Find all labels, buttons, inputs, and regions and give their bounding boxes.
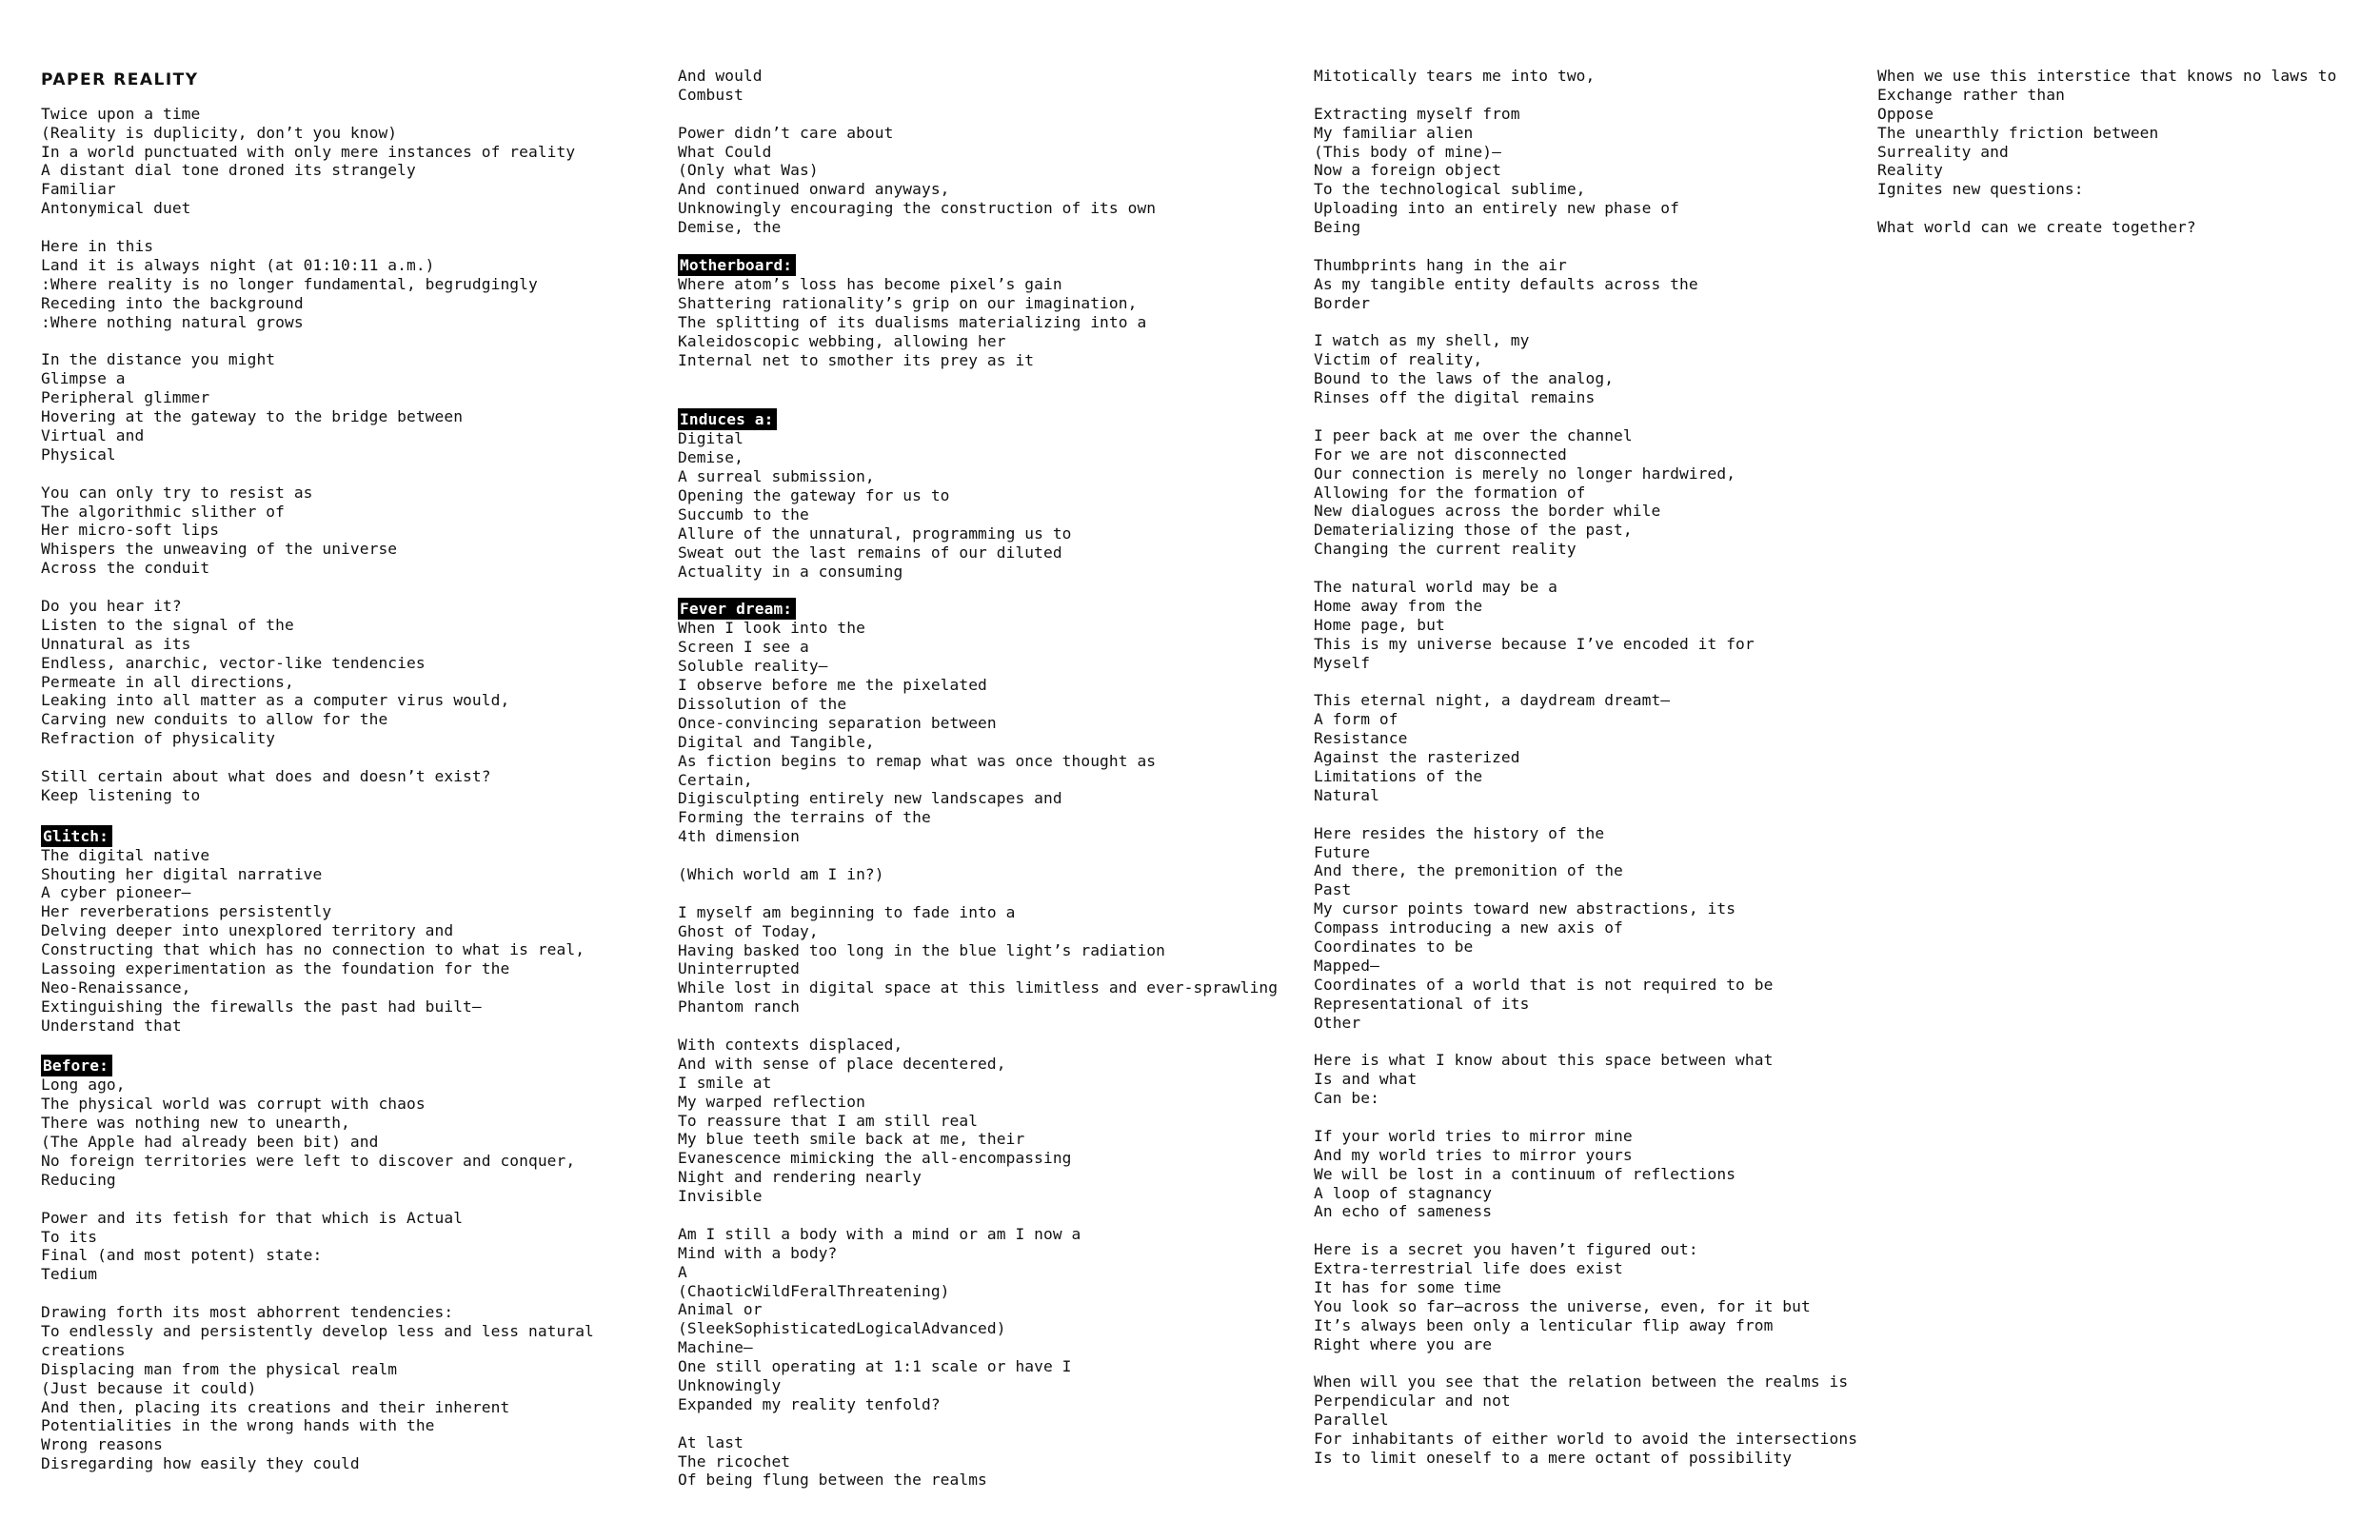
poem-line: Surreality and [1877, 142, 2009, 161]
poem-line: And would [678, 67, 763, 85]
poem-line: The algorithmic slither of [41, 502, 285, 521]
text-column-1 [41, 67, 594, 1473]
poem-line: I myself am beginning to fade into a [678, 902, 1016, 921]
poem-line: The splitting of its dualisms materializing into a [678, 312, 1147, 331]
poem-line: Parallel [1314, 1411, 1389, 1430]
poem-line: Rinses off the digital remains [1314, 388, 1596, 407]
poem-line: To its [41, 1227, 98, 1246]
poem-line: When we use this interstice that knows no laws to [1877, 67, 2337, 85]
stanza-break [41, 1036, 594, 1055]
poem-line: You look so far—across the universe, even, for it but [1314, 1296, 1811, 1315]
stanza-break [41, 748, 594, 767]
text-column-4 [1877, 67, 2336, 237]
poem-line: Receding into the background [41, 293, 304, 312]
poem-line: Having basked too long in the blue light’s radiation [678, 940, 1165, 959]
poem-line: To reassure that I am still real [678, 1111, 979, 1130]
poem-line: Antonymical duet [41, 199, 191, 218]
poem-line: Reducing [41, 1170, 116, 1189]
poem-line: When will you see that the relation between the realms is [1314, 1372, 1849, 1392]
poem-line: (Just because it could) [41, 1378, 257, 1397]
stanza-break [678, 846, 1278, 865]
stanza-break [1314, 1354, 1857, 1373]
poem-line: The digital native [41, 845, 210, 864]
poem-line: Myself [1314, 653, 1371, 672]
poem-line: Still certain about what does and doesn’t exist? [41, 766, 491, 785]
poem-line: Across the conduit [41, 559, 210, 578]
poem-line: Uploading into an entirely new phase of [1314, 199, 1679, 218]
poem-line: Glimpse a [41, 369, 126, 388]
poem-line: An echo of sameness [1314, 1202, 1493, 1221]
poem-line: And my world tries to mirror yours [1314, 1145, 1633, 1164]
poem-line: Shattering rationality’s grip on our imagination, [678, 293, 1138, 312]
poem-line: And there, the premonition of the [1314, 861, 1623, 880]
poem-line: Can be: [1314, 1089, 1379, 1108]
poem-line: A cyber pioneer— [41, 883, 191, 902]
stanza-break [41, 218, 594, 237]
poem-line: Allure of the unnatural, programming us to [678, 523, 1072, 543]
poem-line: Lassoing experimentation as the foundation for the [41, 958, 510, 977]
poem-line: A distant dial tone droned its strangely [41, 161, 416, 180]
poem-line: With contexts displaced, [678, 1035, 903, 1054]
poem-line: Her reverberations persistently [41, 902, 332, 921]
poem-line: creations [41, 1340, 126, 1359]
poem-line: Home away from the [1314, 596, 1483, 615]
poem-line: Night and rendering nearly [678, 1168, 922, 1187]
poem-line: (Reality is duplicity, don’t you know) [41, 123, 398, 142]
poem-line: (Only what Was) [678, 161, 819, 180]
poem-line: Familiar [41, 180, 116, 199]
poem-line: Exchange rather than [1877, 85, 2065, 104]
stanza-break [1314, 1108, 1857, 1127]
poem-line: Mind with a body? [678, 1243, 838, 1262]
section-heading: Induces a: [678, 408, 777, 430]
stanza-break [678, 369, 1278, 407]
poem-line: In a world punctuated with only mere instances of reality [41, 142, 576, 161]
poem-line: Extra-terrestrial life does exist [1314, 1259, 1623, 1278]
stanza-break [1314, 86, 1857, 105]
poem-line: Thumbprints hang in the air [1314, 255, 1567, 274]
poem-line: Extinguishing the firewalls the past had built— [41, 997, 482, 1016]
poem-line: Neo-Renaissance, [41, 977, 191, 997]
poem-line: Digital [678, 429, 744, 448]
section-heading-row [678, 597, 1278, 619]
stanza-break [1314, 407, 1857, 426]
poem-line: Unnatural as its [41, 634, 191, 653]
poem-line: :Where nothing natural grows [41, 312, 304, 331]
poem-line: (SleekSophisticatedLogicalAdvanced) [678, 1319, 1006, 1338]
poem-line: Home page, but [1314, 615, 1445, 634]
stanza-break [41, 464, 594, 484]
poem-line: Succumb to the [678, 504, 809, 523]
poem-line: Land it is always night (at 01:10:11 a.m.) [41, 255, 435, 274]
poem-line: Dematerializing those of the past, [1314, 521, 1633, 540]
poem-line: Peripheral glimmer [41, 388, 210, 407]
poem-line: What world can we create together? [1877, 218, 2196, 237]
section-heading: Motherboard: [678, 254, 796, 276]
poem-line: Am I still a body with a mind or am I now a [678, 1224, 1081, 1243]
poem-line: Here is what I know about this space between what [1314, 1051, 1774, 1070]
stanza-break [678, 1017, 1278, 1036]
stanza-break [678, 237, 1278, 253]
poem-line: Understand that [41, 1016, 182, 1035]
stanza-break [1314, 673, 1857, 692]
poem-line: Leaking into all matter as a computer virus would, [41, 691, 510, 710]
poem-line: Other [1314, 1013, 1361, 1032]
title-spacer [41, 67, 594, 105]
poem-line: Being [1314, 218, 1361, 237]
poem-line: Digital and Tangible, [678, 732, 875, 751]
poem-line: Of being flung between the realms [678, 1471, 987, 1490]
poem-line: Is and what [1314, 1070, 1418, 1089]
poem-line: Forming the terrains of the [678, 808, 931, 827]
poem-line: And continued onward anyways, [678, 180, 950, 199]
poem-line: The physical world was corrupt with chaos [41, 1095, 426, 1114]
poem-line: Potentialities in the wrong hands with the [41, 1416, 435, 1435]
stanza-break [678, 884, 1278, 903]
poem-line: 4th dimension [678, 827, 800, 846]
section-heading: Before: [41, 1055, 112, 1076]
poem-line: Demise, the [678, 218, 782, 237]
poem-line: My familiar alien [1314, 123, 1474, 142]
poem-line: And with sense of place decentered, [678, 1054, 1006, 1073]
poem-line: Perpendicular and not [1314, 1392, 1511, 1411]
poem-line: Kaleidoscopic webbing, allowing her [678, 331, 1006, 350]
stanza-break [1314, 313, 1857, 332]
poem-line: Unknowingly encouraging the construction of its own [678, 199, 1157, 218]
poem-line: A loop of stagnancy [1314, 1183, 1493, 1202]
stanza-break [41, 1284, 594, 1303]
poem-line: Unknowingly [678, 1376, 782, 1395]
poem-line: The natural world may be a [1314, 578, 1557, 597]
poem-line: (The Apple had already been bit) and [41, 1133, 379, 1152]
stanza-break [41, 578, 594, 597]
poem-line: This eternal night, a daydream dreamt— [1314, 691, 1671, 710]
poem-line: Wrong reasons [41, 1435, 163, 1454]
poem-line: While lost in digital space at this limitless and ever-sprawling [678, 978, 1279, 997]
poem-line: As my tangible entity defaults across the [1314, 274, 1698, 293]
stanza-break [678, 1206, 1278, 1225]
poem-line: Disregarding how easily they could [41, 1454, 360, 1473]
poem-line: A form of [1314, 710, 1398, 729]
section-heading: Fever dream: [678, 598, 796, 620]
poem-line: The unearthly friction between [1877, 123, 2159, 142]
poem-line: Expanded my reality tenfold? [678, 1394, 941, 1413]
poem-line: Past [1314, 880, 1352, 899]
stanza-break [1877, 199, 2336, 218]
poem-line: My warped reflection [678, 1092, 865, 1111]
poem-line: Once-convincing separation between [678, 713, 997, 732]
poem-line: Resistance [1314, 729, 1408, 748]
poem-line: Carving new conduits to allow for the [41, 710, 388, 729]
poem-line: I peer back at me over the channel [1314, 425, 1633, 444]
stanza-break [41, 805, 594, 824]
poem-line: Coordinates to be [1314, 937, 1474, 956]
poem-line: Right where you are [1314, 1334, 1493, 1353]
poem-line: Certain, [678, 770, 753, 789]
section-heading: Glitch: [41, 825, 112, 847]
poem-title: PAPER REALITY [41, 70, 199, 89]
stanza-break [678, 1414, 1278, 1433]
poem-line: Natural [1314, 785, 1379, 804]
poem-line: Dissolution of the [678, 694, 847, 713]
poem-line: When I look into the [678, 619, 865, 638]
poem-line: Physical [41, 444, 116, 464]
poem-line: Representational of its [1314, 994, 1530, 1013]
poem-line: Permeate in all directions, [41, 672, 294, 691]
poem-line: Delving deeper into unexplored territory and [41, 921, 454, 940]
section-heading-row [41, 1054, 594, 1076]
poem-line: It has for some time [1314, 1278, 1501, 1296]
poem-line: New dialogues across the border while [1314, 502, 1661, 521]
poem-line: At last [678, 1432, 744, 1451]
poem-line: Shouting her digital narrative [41, 864, 323, 883]
poem-line: Mitotically tears me into two, [1314, 67, 1596, 85]
poem-line: Our connection is merely no longer hardwired, [1314, 464, 1736, 483]
poem-line: Constructing that which has no connection to what is real, [41, 940, 585, 959]
poem-line: It’s always been only a lenticular flip away from [1314, 1315, 1774, 1334]
poem-line: A surreal submission, [678, 467, 875, 486]
poem-line: Extracting myself from [1314, 104, 1520, 123]
poem-line: Tedium [41, 1265, 98, 1284]
poem-line: One still operating at 1:1 scale or have I [678, 1357, 1072, 1376]
poem-line: Demise, [678, 448, 744, 467]
poem-line: We will be lost in a continuum of reflections [1314, 1164, 1736, 1183]
poem-line: (Which world am I in?) [678, 864, 884, 883]
text-column-3 [1314, 67, 1857, 1468]
poem-line: Ignites new questions: [1877, 180, 2084, 199]
poem-line: Ghost of Today, [678, 921, 819, 940]
poem-line: Against the rasterized [1314, 748, 1520, 767]
poem-line: To endlessly and persistently develop less and less natural [41, 1322, 594, 1341]
poem-line: Power didn’t care about [678, 123, 894, 142]
poem-line: I observe before me the pixelated [678, 676, 987, 695]
poem-line: And then, placing its creations and their inherent [41, 1397, 510, 1416]
poem-line: Keep listening to [41, 785, 201, 804]
poem-line: The ricochet [678, 1451, 791, 1471]
poem-line: Virtual and [41, 425, 145, 444]
poem-line: Here resides the history of the [1314, 823, 1605, 842]
poem-line: :Where reality is no longer fundamental, begrudgingly [41, 274, 538, 293]
section-heading-row [41, 824, 594, 846]
poem-line: Here in this [41, 237, 154, 256]
poem-line: In the distance you might [41, 350, 276, 369]
poem-line: Endless, anarchic, vector-like tendencies [41, 653, 426, 672]
poem-line: Whispers the unweaving of the universe [41, 540, 398, 559]
poem-line: Her micro-soft lips [41, 521, 220, 540]
stanza-break [1314, 559, 1857, 578]
poem-line: Changing the current reality [1314, 540, 1577, 559]
poem-line: Evanescence mimicking the all-encompassing [678, 1149, 1072, 1168]
poem-line: My cursor points toward new abstractions, its [1314, 899, 1736, 918]
poem-line: Twice upon a time [41, 104, 201, 123]
poem-line: (ChaoticWildFeralThreatening) [678, 1281, 950, 1300]
poem-line: My blue teeth smile back at me, their [678, 1130, 1025, 1149]
poem-line: Mapped— [1314, 956, 1379, 975]
poem-line: I watch as my shell, my [1314, 331, 1530, 350]
poem-line: Bound to the laws of the analog, [1314, 369, 1615, 388]
poem-line: Future [1314, 842, 1371, 861]
poem-line: Limitations of the [1314, 766, 1483, 785]
poem-line: Border [1314, 293, 1371, 312]
poem-line: I smile at [678, 1073, 772, 1092]
poem-line: There was nothing new to unearth, [41, 1114, 350, 1133]
poem-line: Machine— [678, 1338, 753, 1357]
text-column-2 [678, 67, 1278, 1490]
poem-line: Is to limit oneself to a mere octant of possibility [1314, 1449, 1793, 1468]
poem-line: Invisible [678, 1187, 763, 1206]
stanza-break [678, 581, 1278, 597]
poem-line: Oppose [1877, 104, 1934, 123]
poem-line: For we are not disconnected [1314, 444, 1567, 464]
poem-line: Where atom’s loss has become pixel’s gain [678, 275, 1062, 294]
poem-line: Victim of reality, [1314, 350, 1483, 369]
poem-line: Combust [678, 85, 744, 104]
poem-line: Long ago, [41, 1076, 126, 1095]
poem-line: Reality [1877, 161, 1943, 180]
poem-line: Now a foreign object [1314, 161, 1501, 180]
poem-line: For inhabitants of either world to avoid the intersections [1314, 1430, 1858, 1449]
poem-line: Hovering at the gateway to the bridge between [41, 407, 464, 426]
section-heading-row [678, 407, 1278, 429]
poem-line: To the technological sublime, [1314, 180, 1586, 199]
poem-line: Coordinates of a world that is not required to be [1314, 975, 1774, 994]
poem-line: Compass introducing a new axis of [1314, 918, 1623, 938]
poem-line: Soluble reality— [678, 657, 828, 676]
poem-line: Do you hear it? [41, 596, 182, 615]
stanza-break [1314, 1221, 1857, 1240]
poem-line: Phantom ranch [678, 997, 800, 1017]
poem-line: Sweat out the last remains of our diluted [678, 543, 1062, 562]
stanza-break [41, 1190, 594, 1209]
poem-line: Internal net to smother its prey as it [678, 350, 1035, 369]
poem-line: Displacing man from the physical realm [41, 1359, 398, 1378]
poem-line: (This body of mine)— [1314, 142, 1501, 161]
poem-line: You can only try to resist as [41, 483, 313, 502]
stanza-break [1314, 805, 1857, 824]
poem-line: Actuality in a consuming [678, 562, 903, 581]
poem-line: Animal or [678, 1300, 763, 1319]
poem-line: Power and its fetish for that which is Actual [41, 1208, 464, 1227]
poem-line: Listen to the signal of the [41, 615, 294, 634]
poem-line: Digisculpting entirely new landscapes and [678, 789, 1062, 808]
poem-line: If your world tries to mirror mine [1314, 1126, 1633, 1145]
poem-line: Uninterrupted [678, 959, 800, 978]
poem-line: Here is a secret you haven’t figured out: [1314, 1240, 1698, 1259]
poem-line: Opening the gateway for us to [678, 485, 950, 504]
stanza-break [1314, 1032, 1857, 1051]
poem-line: Allowing for the formation of [1314, 483, 1586, 502]
poem-line: A [678, 1262, 687, 1281]
poem-line: Drawing forth its most abhorrent tendencies: [41, 1303, 454, 1322]
poem-line: Refraction of physicality [41, 729, 276, 748]
poem-line: No foreign territories were left to discover and conquer, [41, 1152, 576, 1170]
section-heading-row [678, 253, 1278, 275]
poem-line: What Could [678, 142, 772, 161]
stanza-break [678, 105, 1278, 124]
poem-line: Final (and most potent) state: [41, 1246, 323, 1265]
poem-line: As fiction begins to remap what was once thought as [678, 751, 1157, 770]
poem-line: This is my universe because I’ve encoded it for [1314, 634, 1755, 653]
stanza-break [41, 331, 594, 350]
stanza-break [1314, 237, 1857, 256]
poem-line: Screen I see a [678, 638, 809, 657]
